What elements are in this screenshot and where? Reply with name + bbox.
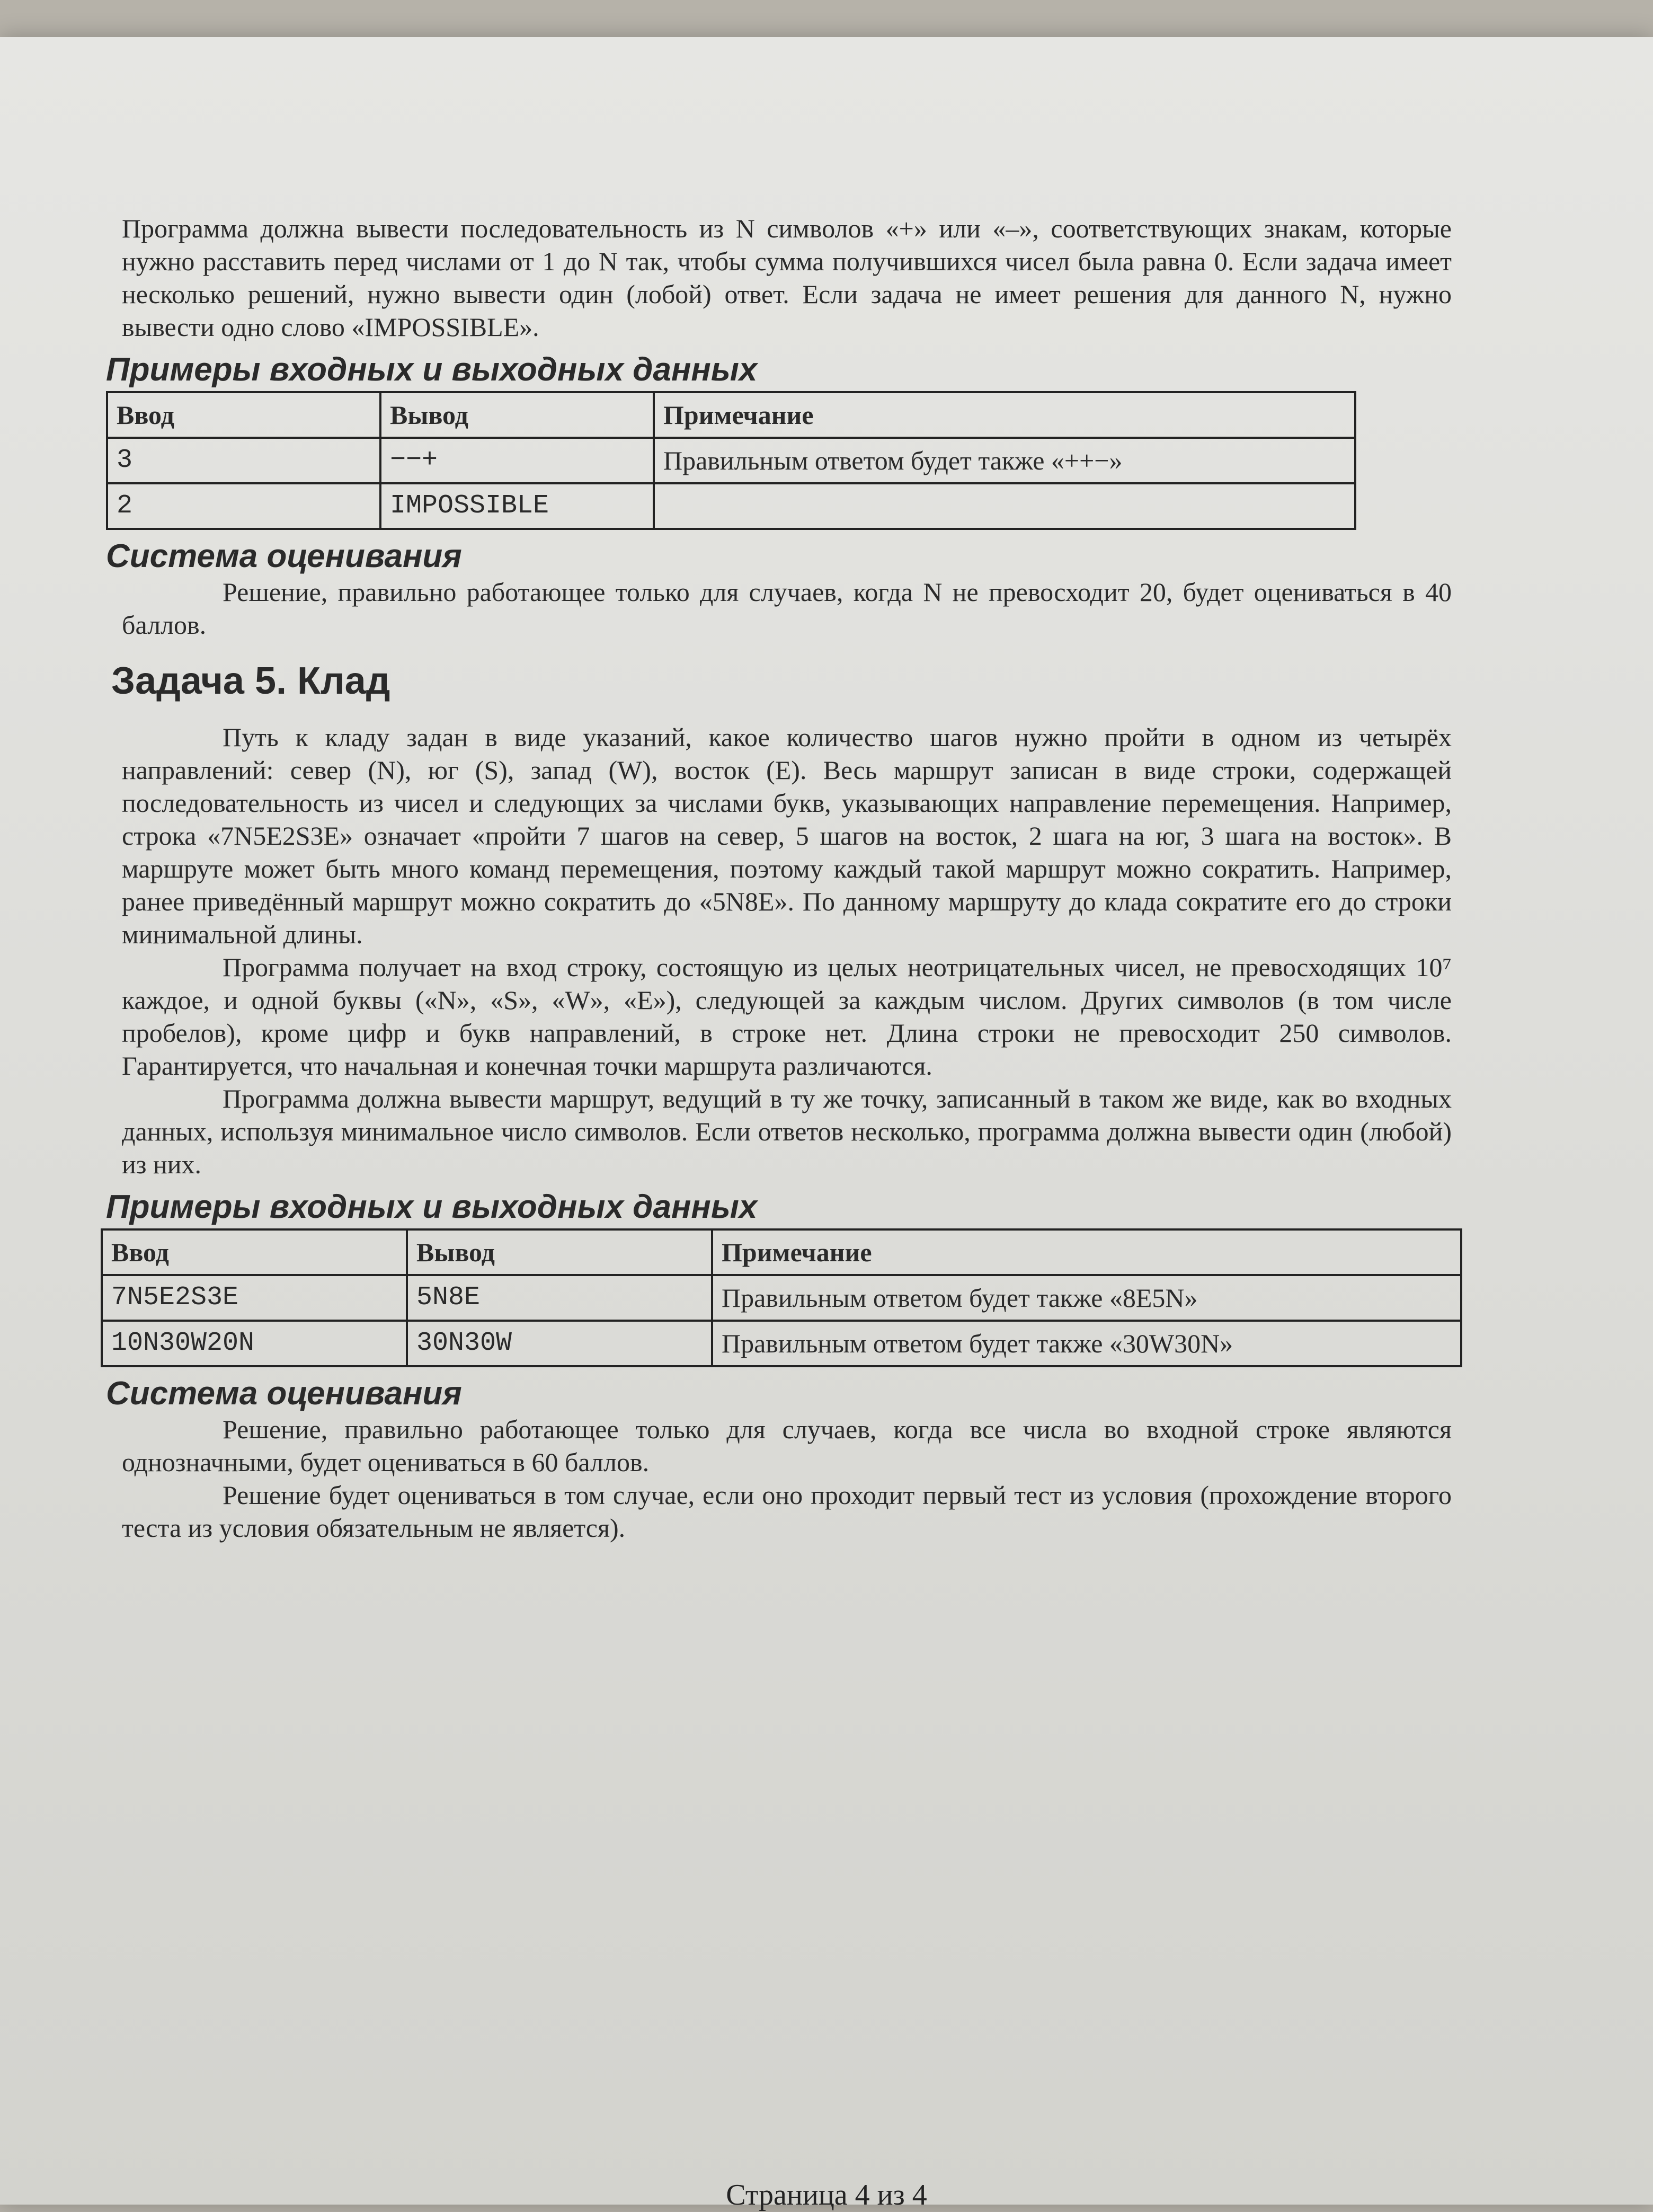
table-header-row	[107, 392, 1355, 438]
table-cell-note	[654, 483, 1355, 529]
scoring-heading-1: Система оценивания	[106, 538, 462, 574]
table-cell-input: 3	[107, 438, 380, 483]
table-cell-note: Правильным ответом будет также «8E5N»	[712, 1275, 1461, 1321]
table-header-row	[102, 1229, 1461, 1275]
scoring-heading-2: Система оценивания	[106, 1375, 462, 1412]
table-header-note: Примечание	[654, 392, 1355, 438]
scoring-text-1: Решение, правильно работающее только для случаев, когда N не превосходит 20, будет оцениваться в 40 баллов.	[122, 577, 1452, 640]
page-footer: Страница 4 из 4	[726, 2179, 927, 2211]
table-header-input: Ввод	[107, 392, 380, 438]
table-cell-input: 2	[107, 483, 380, 529]
table-cell-input: 10N30W20N	[102, 1321, 407, 1366]
table-cell-output: 5N8E	[407, 1275, 712, 1321]
table-cell-output: 30N30W	[407, 1321, 712, 1366]
examples-heading-1: Примеры входных и выходных данных	[106, 351, 758, 388]
task5-title: Задача 5. Клад	[111, 660, 390, 702]
table-row	[102, 1275, 1461, 1321]
page-content	[106, 212, 1452, 1544]
examples-heading-2: Примеры входных и выходных данных	[106, 1189, 758, 1225]
table-cell-note: Правильным ответом будет также «30W30N»	[712, 1321, 1461, 1366]
scoring-text-2a: Решение, правильно работающее только для случаев, когда все числа во входной строке являются однозначными, будет оцениваться в 60 баллов.	[122, 1414, 1452, 1477]
table-cell-note: Правильным ответом будет также «++−»	[654, 438, 1355, 483]
table-header-output: Вывод	[407, 1229, 712, 1275]
task5-paragraph-3: Программа должна вывести маршрут, ведущий в ту же точку, записанный в таком же виде, как во входных данных, используя минимальное число символов. Если ответов несколько, программа должна вывести один (любой) из них.	[122, 1084, 1452, 1179]
table-row	[107, 438, 1355, 483]
examples-table-1	[106, 391, 1356, 530]
examples-table-2	[101, 1228, 1462, 1367]
table-row	[102, 1321, 1461, 1366]
task5-paragraph-2: Программа получает на вход строку, состоящую из целых неотрицательных чисел, не превосходящих 10⁷ каждое, и одной буквы («N», «S», «W», «E»), следующей за каждым числом. Других символов (в том числе пробелов), кроме цифр и букв направлений, в строке нет. Длина строки не превосходит 250 символов. Гарантируется, что начальная и конечная точки маршрута различаются.	[122, 952, 1452, 1081]
table-cell-input: 7N5E2S3E	[102, 1275, 407, 1321]
scoring-text-2b: Решение будет оцениваться в том случае, если оно проходит первый тест из условия (прохождение второго теста из условия обязательным не является).	[122, 1480, 1452, 1543]
paper-page	[0, 37, 1653, 2211]
table-header-input: Ввод	[102, 1229, 407, 1275]
table-header-output: Вывод	[380, 392, 654, 438]
task5-paragraph-1: Путь к кладу задан в виде указаний, какое количество шагов нужно пройти в одном из четырёх направлений: север (N), юг (S), запад (W), восток (E). Весь маршрут записан в виде строки, содержащей последовательность из чисел и следующих за числами букв, указывающих направление перемещения. Например, строка «7N5E2S3E» означает «пройти 7 шагов на север, 5 шагов на восток, 2 шага на юг, 3 шага на восток». В маршруте может быть много команд перемещения, поэтому каждый такой маршрут можно сократить. Например, ранее приведённый маршрут можно сократить до «5N8E». По данному маршруту до клада сократите его до строки минимальной длины.	[122, 722, 1452, 949]
table-row	[107, 483, 1355, 529]
table-header-note: Примечание	[712, 1229, 1461, 1275]
table-cell-output: IMPOSSIBLE	[380, 483, 654, 529]
table-cell-output: −−+	[380, 438, 654, 483]
intro-paragraph: Программа должна вывести последовательность из N символов «+» или «–», соответствующих знакам, которые нужно расставить перед числами от 1 до N так, чтобы сумма получившихся чисел была равна 0. Если задача имеет несколько решений, нужно вывести один (лобой) ответ. Если задача не имеет решения для данного N, нужно вывести одно слово «IMPOSSIBLE».	[122, 214, 1452, 342]
